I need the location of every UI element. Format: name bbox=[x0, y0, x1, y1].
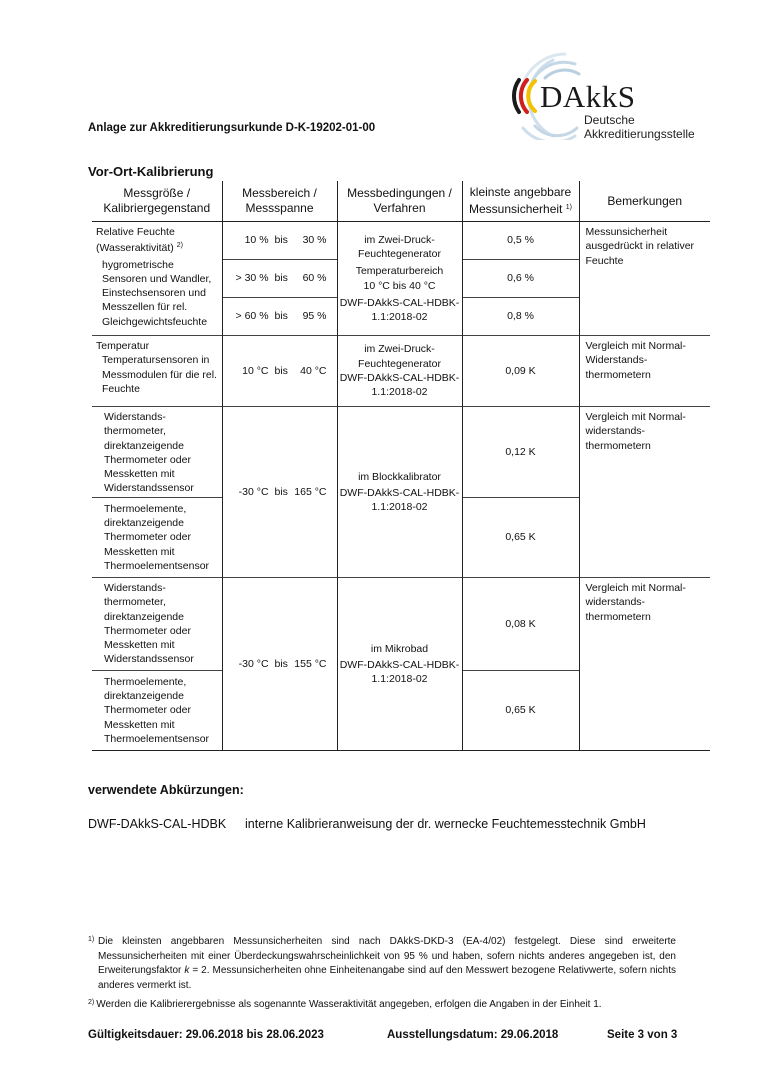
item-temperatur: Temperatur Temperatursensoren in Messmodulen für die rel. Feuchte bbox=[92, 336, 222, 407]
item-relative-feuchte: Relative Feuchte (Wasseraktivität) $^{2)}$ hygrometrische Sensoren und Wandler, Einstechsensoren und Messzellen für rel. Gleichgewichtsfeuchte bbox=[96, 226, 212, 328]
subitem-desc: Thermoelemente, direktanzeigende Thermometer oder Messketten mit Thermoelementsensor bbox=[92, 498, 222, 578]
footer-issue-date: Ausstellungsdatum: 29.06.2018 bbox=[387, 1029, 559, 1041]
logo-subtitle-line2: Akkreditierungsstelle bbox=[584, 127, 695, 141]
dakks-logo bbox=[505, 50, 725, 140]
method-cell: im Zwei-Druck- Feuchtegenerator DWF-DAkkS-CAL-HDBK- 1.1:2018-02 bbox=[337, 336, 462, 407]
uncertainty-cell: 0,6 % bbox=[462, 260, 579, 298]
uncertainty-cell: 0,08 K bbox=[462, 578, 579, 671]
method-cell: im Zwei-Druck- Feuchtegenerator Temperaturbereich 10 °C bis 40 °C DWF-DAkkS-CAL-HDBK- 1.1:2018-02 bbox=[337, 222, 462, 336]
range-cell: 10 °C bis 40 °C bbox=[222, 336, 337, 407]
header-messbedingungen: Messbedingungen / Verfahren bbox=[337, 181, 462, 222]
calibration-table bbox=[92, 181, 710, 751]
method-cell: im Blockkalibrator DWF-DAkkS-CAL-HDBK- 1.1:2018-02 bbox=[337, 407, 462, 578]
uncertainty-cell: 0,5 % bbox=[462, 222, 579, 260]
footnote-1-number: 1) bbox=[88, 936, 95, 943]
logo-wordmark: DAkkS bbox=[540, 79, 636, 114]
range-cell: > 60 % bis 95 % bbox=[222, 298, 337, 336]
uncertainty-cell: 0,12 K bbox=[462, 407, 579, 498]
document-title: Anlage zur Akkreditierungsurkunde D-K-19202-01-00 bbox=[88, 122, 376, 134]
section-title: Vor-Ort-Kalibrierung bbox=[88, 164, 214, 179]
remark-cell: Messunsicherheit ausgedrückt in relativer Feuchte bbox=[579, 222, 710, 336]
footer-validity: Gültigkeitsdauer: 29.06.2018 bis 28.06.2023 bbox=[88, 1029, 324, 1041]
table-header-row bbox=[92, 181, 710, 222]
logo-subtitle-line1: Deutsche bbox=[584, 113, 635, 127]
table-row bbox=[92, 407, 710, 498]
range-cell: > 30 % bis 60 % bbox=[222, 260, 337, 298]
uncertainty-cell: 0,65 K bbox=[462, 671, 579, 751]
uncertainty-cell: 0,09 K bbox=[462, 336, 579, 407]
remark-cell: Vergleich mit Normal-widerstands-thermometern bbox=[579, 407, 710, 578]
subitem-desc: Thermoelemente, direktanzeigende Thermometer oder Messketten mit Thermoelementsensor bbox=[92, 671, 222, 751]
header-messgroesse: Messgröße / Kalibriergegenstand bbox=[92, 181, 222, 222]
abbreviation-value: interne Kalibrieranweisung der dr. wernecke Feuchtemesstechnik GmbH bbox=[245, 817, 646, 831]
header-bemerkungen: Bemerkungen bbox=[579, 181, 710, 222]
uncertainty-cell: 0,8 % bbox=[462, 298, 579, 336]
header-messbereich: Messbereich / Messspanne bbox=[222, 181, 337, 222]
method-cell: im Mikrobad DWF-DAkkS-CAL-HDBK- 1.1:2018-02 bbox=[337, 578, 462, 751]
range-cell: -30 °C bis 155 °C bbox=[222, 578, 337, 751]
footer-page-number: Seite 3 von 3 bbox=[607, 1029, 678, 1041]
remark-cell: Vergleich mit Normal-widerstands-thermometern bbox=[579, 578, 710, 751]
abbreviations-title: verwendete Abkürzungen: bbox=[88, 783, 244, 797]
header-messunsicherheit: kleinste angebbare Messunsicherheit $^{1)}$ bbox=[462, 181, 579, 222]
uncertainty-cell: 0,65 K bbox=[462, 498, 579, 578]
remark-cell: Vergleich mit Normal-Widerstands-thermometern bbox=[579, 336, 710, 407]
range-cell: 10 % bis 30 % bbox=[222, 222, 337, 260]
subitem-desc: Widerstands-thermometer, direktanzeigende Thermometer oder Messketten mit Widerstandssensor bbox=[92, 407, 222, 498]
table-row bbox=[92, 336, 710, 407]
footnote-2-number: 2) bbox=[88, 999, 95, 1006]
subitem-desc: Widerstands-thermometer, direktanzeigende Thermometer oder Messketten mit Widerstandssensor bbox=[92, 578, 222, 671]
footnote-2: $^{2)}$ Werden die Kalibrierergebnisse als sogenannte Wasseraktivität angegeben, erfolgen die Angaben in der Einheit 1. bbox=[88, 999, 602, 1010]
table-row bbox=[92, 578, 710, 671]
abbreviation-key: DWF-DAkkS-CAL-HDBK bbox=[88, 817, 227, 831]
range-cell: -30 °C bis 165 °C bbox=[222, 407, 337, 578]
table-row bbox=[92, 222, 710, 260]
footnote-1: 1) Die kleinsten angebbaren Messunsicherheiten sind nach DAkkS-DKD-3 (EA-4/02) festgelegt. Diese sind erweiterte Messunsicherheiten mit einer Überdeckungswahrscheinlichkeit von 95 % und haben, sofern nichts anderes angegeben ist, den Erweiterungsfaktor k = 2. Messunsicherheiten ohne Einheitenangabe sind auf den Messwert bezogene Relativwerte, sofern nichts anderes vermerkt ist. bbox=[88, 935, 676, 993]
